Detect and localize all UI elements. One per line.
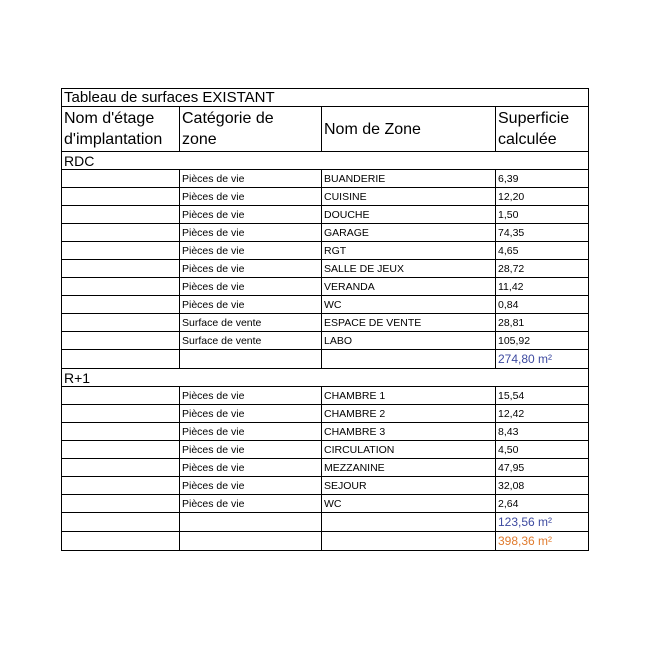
header-nom: Nom de Zone bbox=[322, 107, 496, 152]
title-row bbox=[62, 89, 589, 107]
categorie-cell: Pièces de vie bbox=[180, 459, 322, 477]
surface-cell: 11,42 bbox=[496, 278, 589, 296]
categorie-cell: Pièces de vie bbox=[180, 477, 322, 495]
table-row bbox=[62, 188, 589, 206]
table-row bbox=[62, 405, 589, 423]
categorie-cell: Pièces de vie bbox=[180, 405, 322, 423]
header-categorie bbox=[180, 107, 322, 152]
subtotal-empty-cell bbox=[322, 513, 496, 532]
subtotal-empty-cell bbox=[322, 350, 496, 369]
level-label: R+1 bbox=[62, 369, 589, 387]
etage-cell bbox=[62, 314, 180, 332]
etage-cell bbox=[62, 260, 180, 278]
header-categorie-line1: Catégorie de bbox=[182, 110, 274, 127]
categorie-cell: Pièces de vie bbox=[180, 423, 322, 441]
total-empty-cell bbox=[180, 532, 322, 551]
categorie-cell: Pièces de vie bbox=[180, 441, 322, 459]
table-title: Tableau de surfaces EXISTANT bbox=[62, 89, 589, 107]
header-superficie-line1: Superficie bbox=[498, 110, 570, 127]
nom-cell: WC bbox=[322, 296, 496, 314]
surface-cell: 4,50 bbox=[496, 441, 589, 459]
subtotal-empty-cell bbox=[180, 350, 322, 369]
nom-cell: SEJOUR bbox=[322, 477, 496, 495]
surface-cell: 12,42 bbox=[496, 405, 589, 423]
nom-cell: DOUCHE bbox=[322, 206, 496, 224]
surface-cell: 28,72 bbox=[496, 260, 589, 278]
etage-cell bbox=[62, 423, 180, 441]
subtotal-empty-cell bbox=[62, 350, 180, 369]
surface-cell: 32,08 bbox=[496, 477, 589, 495]
categorie-cell: Pièces de vie bbox=[180, 495, 322, 513]
table-row bbox=[62, 477, 589, 495]
nom-cell: GARAGE bbox=[322, 224, 496, 242]
total-empty-cell bbox=[62, 532, 180, 551]
subtotal-row-rdc bbox=[62, 350, 589, 369]
categorie-cell: Pièces de vie bbox=[180, 188, 322, 206]
etage-cell bbox=[62, 188, 180, 206]
table-row bbox=[62, 260, 589, 278]
categorie-cell: Pièces de vie bbox=[180, 170, 322, 188]
etage-cell bbox=[62, 459, 180, 477]
table-row bbox=[62, 206, 589, 224]
etage-cell bbox=[62, 224, 180, 242]
nom-cell: SALLE DE JEUX bbox=[322, 260, 496, 278]
nom-cell: ESPACE DE VENTE bbox=[322, 314, 496, 332]
table-row bbox=[62, 224, 589, 242]
nom-cell: MEZZANINE bbox=[322, 459, 496, 477]
surface-cell: 47,95 bbox=[496, 459, 589, 477]
table-row bbox=[62, 423, 589, 441]
table-row bbox=[62, 278, 589, 296]
table-body bbox=[62, 152, 589, 551]
total-value: 398,36 m² bbox=[496, 532, 589, 551]
categorie-cell: Pièces de vie bbox=[180, 260, 322, 278]
table-row bbox=[62, 495, 589, 513]
categorie-cell: Pièces de vie bbox=[180, 296, 322, 314]
subtotal-value: 274,80 m² bbox=[496, 350, 589, 369]
surface-cell: 12,20 bbox=[496, 188, 589, 206]
surface-cell: 6,39 bbox=[496, 170, 589, 188]
surface-cell: 0,84 bbox=[496, 296, 589, 314]
nom-cell: BUANDERIE bbox=[322, 170, 496, 188]
categorie-cell: Pièces de vie bbox=[180, 242, 322, 260]
surface-cell: 74,35 bbox=[496, 224, 589, 242]
surface-cell: 1,50 bbox=[496, 206, 589, 224]
level-label: RDC bbox=[62, 152, 589, 170]
categorie-cell: Pièces de vie bbox=[180, 224, 322, 242]
table-row bbox=[62, 387, 589, 405]
surface-cell: 28,81 bbox=[496, 314, 589, 332]
header-etage bbox=[62, 107, 180, 152]
subtotal-value: 123,56 m² bbox=[496, 513, 589, 532]
nom-cell: VERANDA bbox=[322, 278, 496, 296]
etage-cell bbox=[62, 170, 180, 188]
table-row bbox=[62, 242, 589, 260]
subtotal-row-r1 bbox=[62, 513, 589, 532]
etage-cell bbox=[62, 495, 180, 513]
nom-cell: CHAMBRE 1 bbox=[322, 387, 496, 405]
categorie-cell: Pièces de vie bbox=[180, 387, 322, 405]
etage-cell bbox=[62, 206, 180, 224]
etage-cell bbox=[62, 278, 180, 296]
header-categorie-line2: zone bbox=[182, 131, 217, 148]
surface-cell: 105,92 bbox=[496, 332, 589, 350]
table-row bbox=[62, 441, 589, 459]
table-row bbox=[62, 332, 589, 350]
etage-cell bbox=[62, 387, 180, 405]
etage-cell bbox=[62, 477, 180, 495]
header-row bbox=[62, 107, 589, 152]
nom-cell: RGT bbox=[322, 242, 496, 260]
etage-cell bbox=[62, 441, 180, 459]
etage-cell bbox=[62, 405, 180, 423]
categorie-cell: Surface de vente bbox=[180, 314, 322, 332]
total-empty-cell bbox=[322, 532, 496, 551]
nom-cell: LABO bbox=[322, 332, 496, 350]
table-row bbox=[62, 296, 589, 314]
surface-cell: 2,64 bbox=[496, 495, 589, 513]
total-row bbox=[62, 532, 589, 551]
categorie-cell: Pièces de vie bbox=[180, 278, 322, 296]
surface-table bbox=[61, 88, 589, 551]
level-row-r1 bbox=[62, 369, 589, 387]
nom-cell: WC bbox=[322, 495, 496, 513]
table-row bbox=[62, 170, 589, 188]
etage-cell bbox=[62, 242, 180, 260]
nom-cell: CIRCULATION bbox=[322, 441, 496, 459]
header-superficie-line2: calculée bbox=[498, 131, 557, 148]
subtotal-empty-cell bbox=[180, 513, 322, 532]
surface-cell: 4,65 bbox=[496, 242, 589, 260]
categorie-cell: Pièces de vie bbox=[180, 206, 322, 224]
header-etage-line2: d'implantation bbox=[64, 131, 163, 148]
categorie-cell: Surface de vente bbox=[180, 332, 322, 350]
table-row bbox=[62, 314, 589, 332]
subtotal-empty-cell bbox=[62, 513, 180, 532]
etage-cell bbox=[62, 296, 180, 314]
level-row-rdc bbox=[62, 152, 589, 170]
header-superficie bbox=[496, 107, 589, 152]
surface-cell: 8,43 bbox=[496, 423, 589, 441]
nom-cell: CHAMBRE 3 bbox=[322, 423, 496, 441]
nom-cell: CHAMBRE 2 bbox=[322, 405, 496, 423]
surface-cell: 15,54 bbox=[496, 387, 589, 405]
nom-cell: CUISINE bbox=[322, 188, 496, 206]
header-etage-line1: Nom d'étage bbox=[64, 110, 155, 127]
table-row bbox=[62, 459, 589, 477]
etage-cell bbox=[62, 332, 180, 350]
